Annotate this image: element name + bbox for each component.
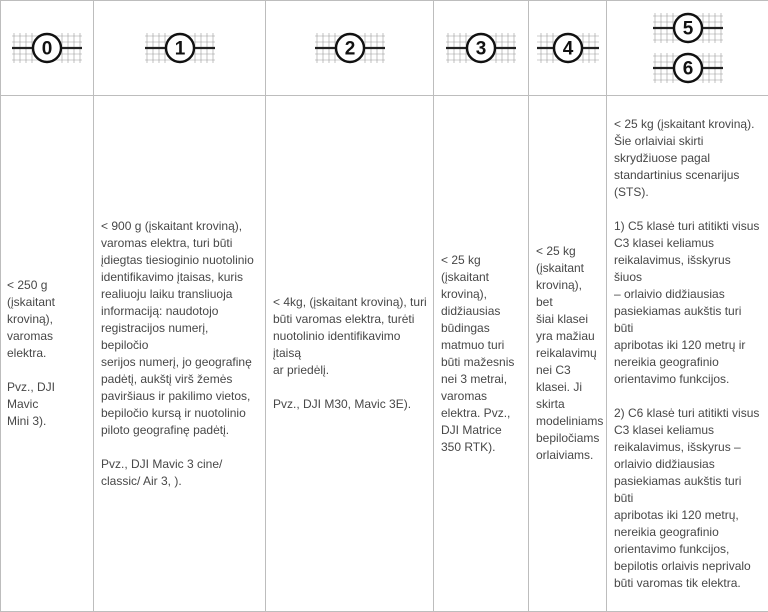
svg-text:3: 3: [476, 39, 487, 60]
header-cell-c3: [434, 1, 529, 96]
class-5-6-description: < 25 kg (įskaitant kroviną). Šie orlaiviai skirti skrydžiuose pagal standartinius scenarijus (STS). 1) C5 klasė turi atitikti visus C3 klasei keliamus reikalavimus, išskyrus šiuos – orlaivio didžiausias pasiekiamas aukštis turi būti apribotas iki 120 metrų ir nereikia geografinio orientavimo funkcijos. 2) C6 klasė turi atitikti visus C3 klasei keliamus reikalavimus, išskyrus – orlaivio didžiausias pasiekiamas aukštis turi būti apribotas iki 120 metrų, nereikia geografinio orientavimo funkcijos, bepilotis orlaivis neprivalo būti varomas tik elektra.: [607, 116, 768, 592]
class-0-description: < 250 g (įskaitant kroviną), varomas elektra. Pvz., DJI Mavic Mini 3).: [1, 277, 93, 430]
header-cell-c4: [529, 1, 607, 96]
class-0-cell: [1, 96, 94, 612]
header-cell-c0: [1, 1, 94, 96]
svg-text:5: 5: [682, 19, 693, 40]
header-row: [1, 1, 768, 96]
header-cell-c5: [607, 1, 768, 96]
class-0-badge-icon: [12, 30, 82, 66]
class-4-description: < 25 kg (įskaitant kroviną), bet šiai klasei yra mažiau reikalavimų nei C3 klasei. Ji skirta modeliniams bepiločiams orlaiviams.: [529, 243, 606, 464]
svg-text:0: 0: [42, 39, 53, 60]
svg-text:2: 2: [344, 39, 355, 60]
svg-text:4: 4: [562, 39, 573, 60]
header-cell-c2: [266, 1, 434, 96]
class-2-badge-icon: [315, 30, 385, 66]
class-1-cell: [94, 96, 266, 612]
class-2-cell: [266, 96, 434, 612]
class-5-6-cell: [607, 96, 768, 612]
class-3-cell: [434, 96, 529, 612]
svg-text:6: 6: [682, 59, 693, 80]
class-1-description: < 900 g (įskaitant kroviną), varomas elektra, turi būti įdiegtas tiesioginio nuotolinio identifikavimo įtaisas, kuris realiuoju laiku transliuoja informaciją: naudotojo registracijos numerį, bepiločio serijos numerį, jo geografinę padėtį, aukštį virš žemės paviršiaus ir pakilimo vietos, bepiločio kursą ir nuotolinio piloto geografinę padėtį. Pvz., DJI Mavic 3 cine/ classic/ Air 3, ).: [94, 218, 265, 490]
svg-text:1: 1: [174, 39, 185, 60]
class-2-description: < 4kg, (įskaitant kroviną), turi būti varomas elektra, turėti nuotolinio identifikavimo įtaisą ar priedėlį. Pvz., DJI M30, Mavic 3E).: [266, 294, 433, 413]
class-6-badge-icon: [653, 50, 723, 86]
class-5-badge-icon: [653, 10, 723, 46]
class-4-badge-icon: [537, 30, 599, 66]
header-cell-c1: [94, 1, 266, 96]
class-3-badge-icon: [446, 30, 516, 66]
class-4-cell: [529, 96, 607, 612]
class-3-description: < 25 kg (įskaitant kroviną), didžiausias būdingas matmuo turi būti mažesnis nei 3 metrai, varomas elektra. Pvz., DJI Matrice 350 RTK).: [434, 252, 528, 456]
class-1-badge-icon: [145, 30, 215, 66]
body-row: [1, 96, 768, 612]
class-5-6-badge-stack: [607, 10, 768, 86]
